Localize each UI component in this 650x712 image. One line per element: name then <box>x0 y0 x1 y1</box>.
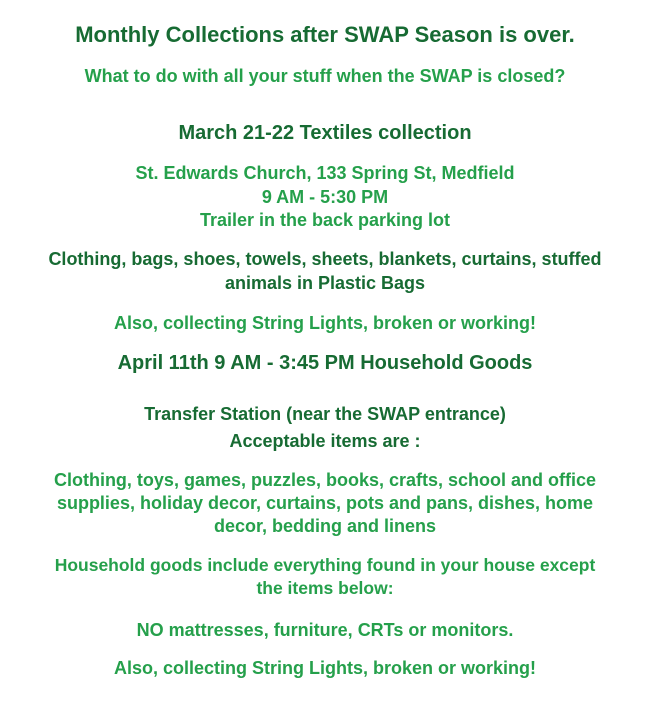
march-items-line: Clothing, bags, shoes, towels, sheets, blankets, curtains, stuffed <box>48 249 602 269</box>
april-also-note: Also, collecting String Lights, broken or working! <box>113 658 537 678</box>
march-place-note: Trailer in the back parking lot <box>199 210 451 230</box>
april-items-line: supplies, holiday decor, curtains, pots and pans, dishes, home <box>56 493 594 513</box>
household-note-line: Household goods include everything found in your house except <box>54 555 596 575</box>
april-acceptable-label: Acceptable items are : <box>229 431 421 451</box>
april-items-line: Clothing, toys, games, puzzles, books, crafts, school and office <box>53 470 597 490</box>
page-subtitle: What to do with all your stuff when the SWAP is closed? <box>84 66 566 86</box>
march-location: St. Edwards Church, 133 Spring St, Medfield <box>135 163 515 183</box>
march-hours: 9 AM - 5:30 PM <box>261 187 389 207</box>
april-location: Transfer Station (near the SWAP entrance) <box>144 404 506 424</box>
march-heading: March 21-22 Textiles collection <box>178 122 472 144</box>
april-heading: April 11th 9 AM - 3:45 PM Household Goods <box>117 352 533 374</box>
page-title: Monthly Collections after SWAP Season is over. <box>75 22 575 47</box>
exclusions-note: NO mattresses, furniture, CRTs or monitors. <box>136 620 514 640</box>
april-items-line: decor, bedding and linens <box>213 516 437 536</box>
march-also-note: Also, collecting String Lights, broken or working! <box>113 313 537 333</box>
household-note-line: the items below: <box>256 578 394 598</box>
march-items-line: animals in Plastic Bags <box>224 273 426 293</box>
